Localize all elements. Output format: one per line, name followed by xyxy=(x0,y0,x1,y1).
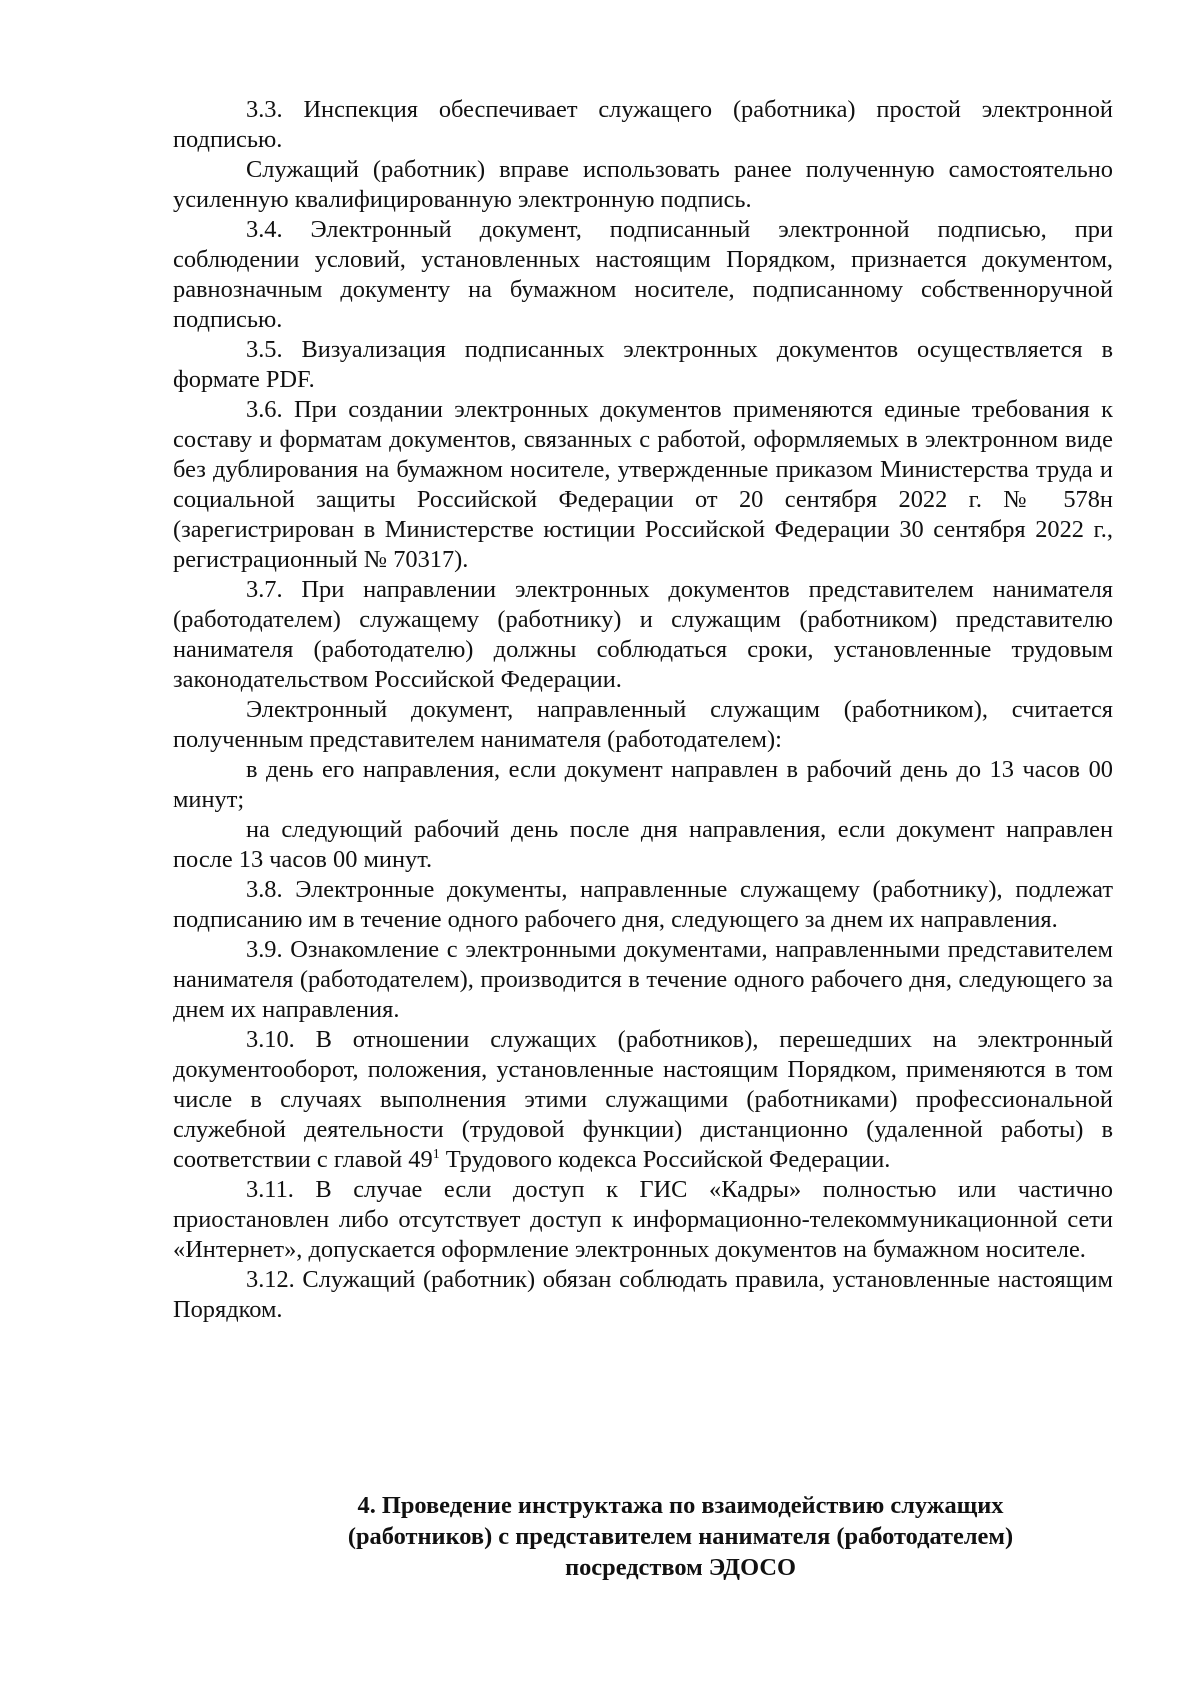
paragraph-3-10 xyxy=(173,1025,1113,1175)
document-body xyxy=(173,95,1113,1325)
paragraph-3-9: 3.9. Ознакомление с электронными документами, направленными представителем нанимателя (работодателем), производится в течение одного рабочего дня, следующего за днем их направления. xyxy=(173,936,1113,1023)
paragraph-3-7-next-day: на следующий рабочий день после дня направления, если документ направлен после 13 часов 00 минут. xyxy=(173,816,1113,873)
paragraph-3-7-received: Электронный документ, направленный служащим (работником), считается полученным представителем нанимателя (работодателем): xyxy=(173,696,1113,753)
paragraph-3-3: 3.3. Инспекция обеспечивает служащего (работника) простой электронной подписью. xyxy=(173,96,1113,153)
section-heading-line-1: 4. Проведение инструктажа по взаимодействию служащих xyxy=(357,1492,1004,1519)
paragraph-3-7: 3.7. При направлении электронных документов представителем нанимателя (работодателем) служащему (работнику) и служащим (работником) представителю нанимателя (работодателю) должны соблюдаться сроки, установленные трудовым законодательством Российской Федерации. xyxy=(173,576,1113,693)
section-heading-line-2: (работников) с представителем нанимателя (работодателем) xyxy=(347,1523,1014,1550)
paragraph-3-10-tail: Трудового кодекса Российской Федерации. xyxy=(439,1146,891,1173)
paragraph-3-8: 3.8. Электронные документы, направленные служащему (работнику), подлежат подписанию им в течение одного рабочего дня, следующего за днем их направления. xyxy=(173,876,1113,933)
paragraph-3-10-text: 3.10. В отношении служащих (работников), перешедших на электронный документооборот, положения, установленные настоящим Порядком, применяются в том числе в случаях выполнения этими служащими (работниками) профессиональной служебной деятельности (трудовой функции) дистанционно (удаленной работы) в соответствии с главой 49 xyxy=(173,1026,1113,1173)
paragraph-3-3-signature: Служащий (работник) вправе использовать ранее полученную самостоятельно усиленную квалифицированную электронную подпись. xyxy=(173,156,1113,213)
paragraph-3-7-same-day: в день его направления, если документ направлен в рабочий день до 13 часов 00 минут; xyxy=(173,756,1113,813)
section-heading xyxy=(173,1490,1188,1583)
paragraph-3-12: 3.12. Служащий (работник) обязан соблюдать правила, установленные настоящим Порядком. xyxy=(173,1266,1113,1323)
paragraph-3-4: 3.4. Электронный документ, подписанный электронной подписью, при соблюдении условий, установленных настоящим Порядком, признается документом, равнозначным документу на бумажном носителе, подписанному собственноручной подписью. xyxy=(173,216,1113,333)
paragraph-3-6: 3.6. При создании электронных документов применяются единые требования к составу и форматам документов, связанных с работой, оформляемых в электронном виде без дублирования на бумажном носителе, утвержденные приказом Министерства труда и социальной защиты Российской Федерации от 20 сентября 2022 г. № 578н (зарегистрирован в Министерстве юстиции Российской Федерации 30 сентября 2022 г., регистрационный № 70317). xyxy=(173,396,1113,573)
paragraph-3-11: 3.11. В случае если доступ к ГИС «Кадры» полностью или частично приостановлен либо отсутствует доступ к информационно-телекоммуникационной сети «Интернет», допускается оформление электронных документов на бумажном носителе. xyxy=(173,1176,1113,1263)
paragraph-3-5: 3.5. Визуализация подписанных электронных документов осуществляется в формате PDF. xyxy=(173,336,1113,393)
section-heading-line-3: посредством ЭДОСО xyxy=(565,1554,796,1581)
chapter-superscript: 1 xyxy=(432,1147,440,1162)
